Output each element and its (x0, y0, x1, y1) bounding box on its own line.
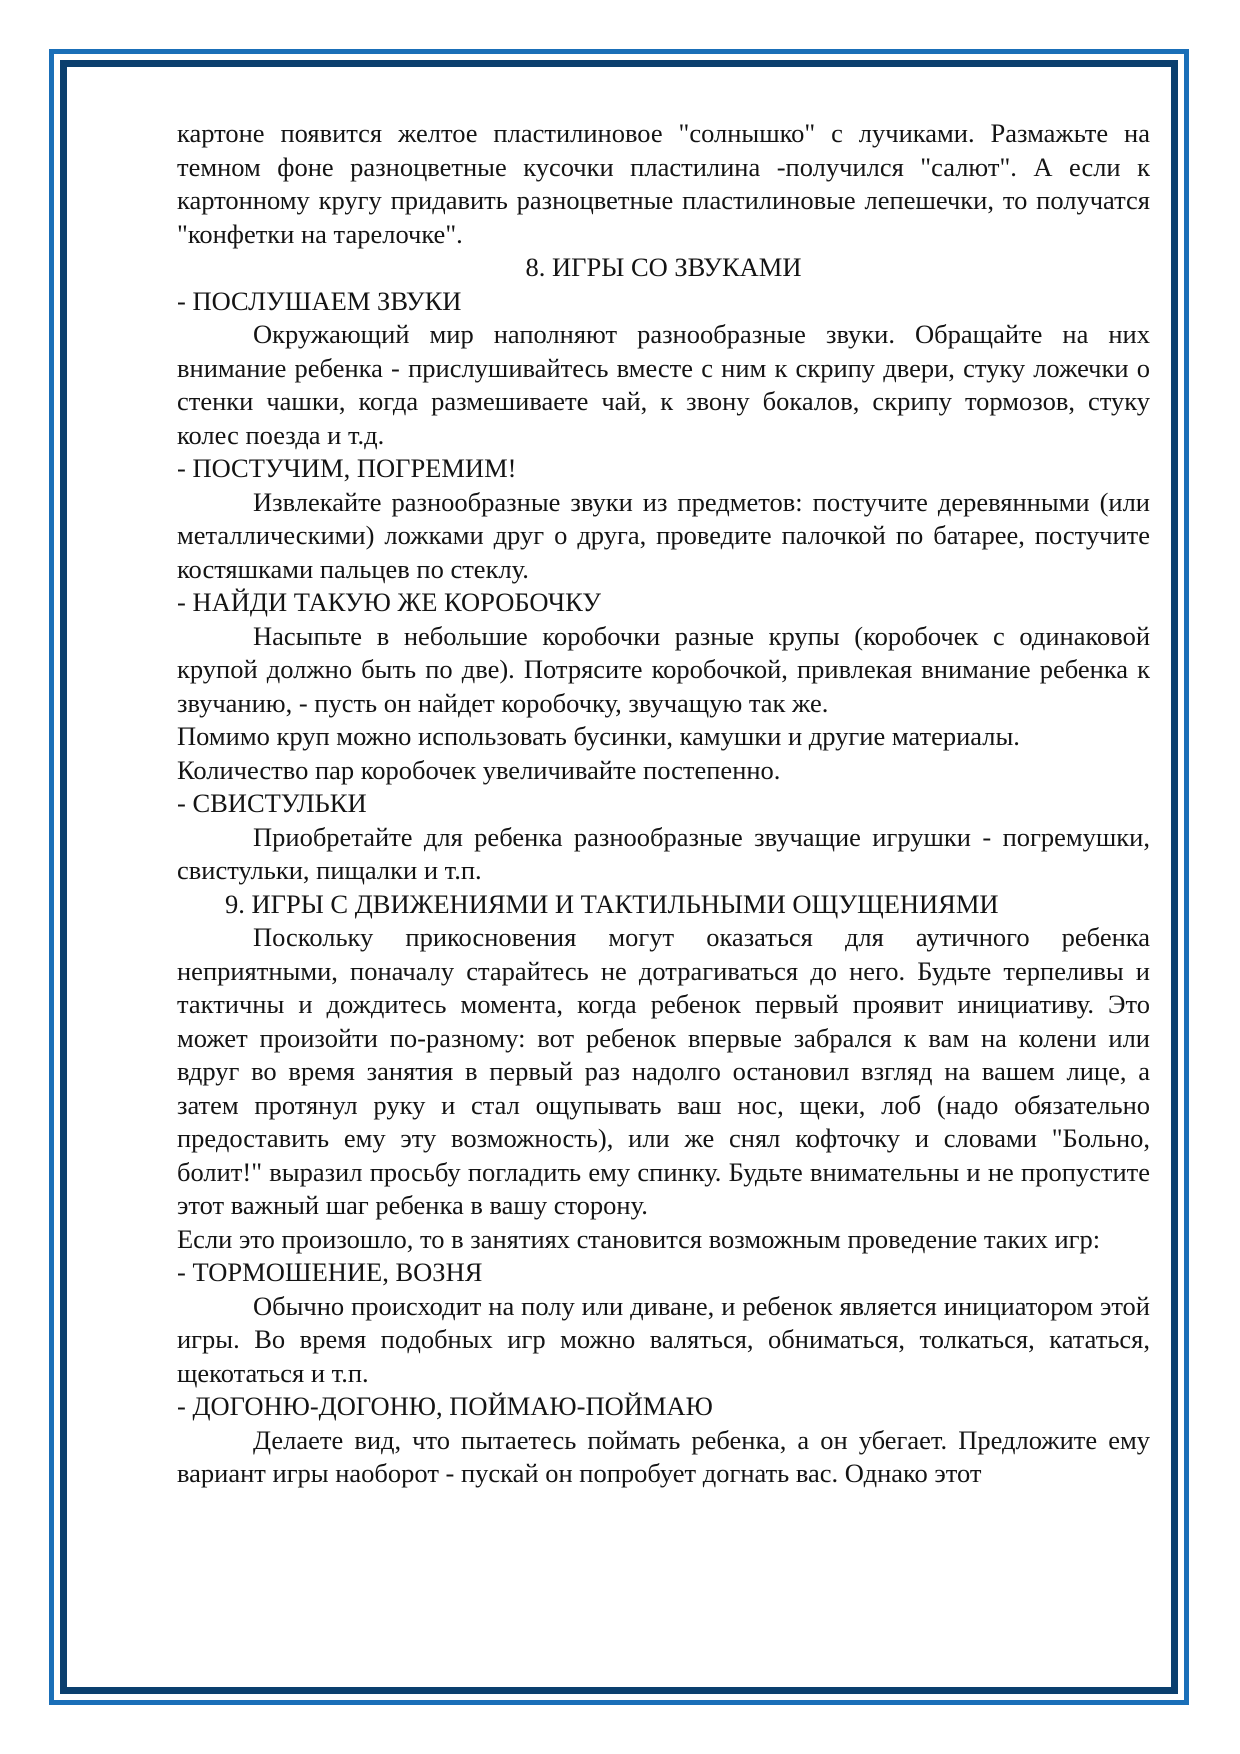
paragraph-whistles: Приобретайте для ребенка разнообразные звучащие игрушки - погремушки, свистульки, пищалки и т.п. (177, 821, 1150, 885)
paragraph-find-box-pairs: Количество пар коробочек увеличивайте постепенно. (177, 754, 781, 785)
subheading-whistles: - СВИСТУЛЬКИ (177, 788, 367, 818)
paragraph-touch-games: Если это произошло, то в занятиях становится возможным проведение таких игр: (177, 1223, 1101, 1254)
section-heading-8: 8. ИГРЫ СО ЗВУКАМИ (525, 252, 802, 282)
paragraph-find-box-materials: Помимо круп можно использовать бусинки, камушки и другие материалы. (177, 721, 1020, 751)
document-body (177, 117, 1150, 1491)
paragraph-find-box: Насыпьте в небольшие коробочки разные крупы (коробочек с одинаковой крупой должно быть по две). Потрясите коробочкой, привлекая внимание ребенка к звучанию, - пусть он найдет коробочку, звучащую так же. (177, 620, 1150, 718)
section-heading-9: 9. ИГРЫ С ДВИЖЕНИЯМИ И ТАКТИЛЬНЫМИ ОЩУЩЕНИЯМИ (225, 888, 999, 919)
paragraph-touch: Поскольку прикосновения могут оказаться для аутичного ребенка неприятными, поначалу старайтесь не дотрагиваться до него. Будьте терпеливы и тактичны и дождитесь момента, когда ребенок первый проявит инициативу. Это может произойти по-разному: вот ребенок впервые забрался к вам на колени или вдруг во время занятия в первый раз надолго остановил взгляд на вашем лице, а затем протянул руку и стал ощупывать ваш нос, щеки, лоб (надо обязательно предоставить ему эту возможность), или же снял кофточку и словами "Больно, болит!" выразил просьбу погладить ему спинку. Будьте внимательны и не пропустите этот важный шаг ребенка в вашу сторону. (177, 922, 1150, 1220)
paragraph-listen-sounds: Окружающий мир наполняют разнообразные звуки. Обращайте на них внимание ребенка - прислушивайтесь вместе с ним к скрипу двери, стуку ложечки о стенки чашки, когда размешиваете чай, к звону бокалов, скрипу тормозов, стуку колес поезда и т.д. (177, 319, 1150, 450)
subheading-knock-rattle: - ПОСТУЧИМ, ПОГРЕМИМ! (177, 453, 517, 483)
paragraph-romp: Обычно происходит на полу или диване, и ребенок является инициатором этой игры. Во время подобных игр можно валяться, обниматься, толкаться, кататься, щекотаться и т.п. (177, 1290, 1150, 1388)
paragraph-intro: картоне появится желтое пластилиновое "солнышко" с лучиками. Размажьте на темном фоне разноцветные кусочки пластилина -получился "салют". А если к картонному кругу придавить разноцветные пластилиновые лепешечки, то получатся "конфетки на тарелочке". (177, 118, 1150, 249)
subheading-romp: - ТОРМОШЕНИЕ, ВОЗНЯ (177, 1257, 483, 1287)
subheading-chase: - ДОГОНЮ-ДОГОНЮ, ПОЙМАЮ-ПОЙМАЮ (177, 1391, 713, 1421)
subheading-listen-sounds: - ПОСЛУШАЕМ ЗВУКИ (177, 285, 462, 316)
paragraph-knock-rattle: Извлекайте разнообразные звуки из предметов: постучите деревянными (или металлическими) ложками друг о друга, проведите палочкой по батарее, постучите костяшками пальцев по стеклу. (177, 486, 1150, 584)
subheading-find-box: - НАЙДИ ТАКУЮ ЖЕ КОРОБОЧКУ (177, 587, 602, 617)
paragraph-chase: Делаете вид, что пытаетесь поймать ребенка, а он убегает. Предложите ему вариант игры наоборот - пускай он попробует догнать вас. Однако этот (177, 1424, 1150, 1488)
